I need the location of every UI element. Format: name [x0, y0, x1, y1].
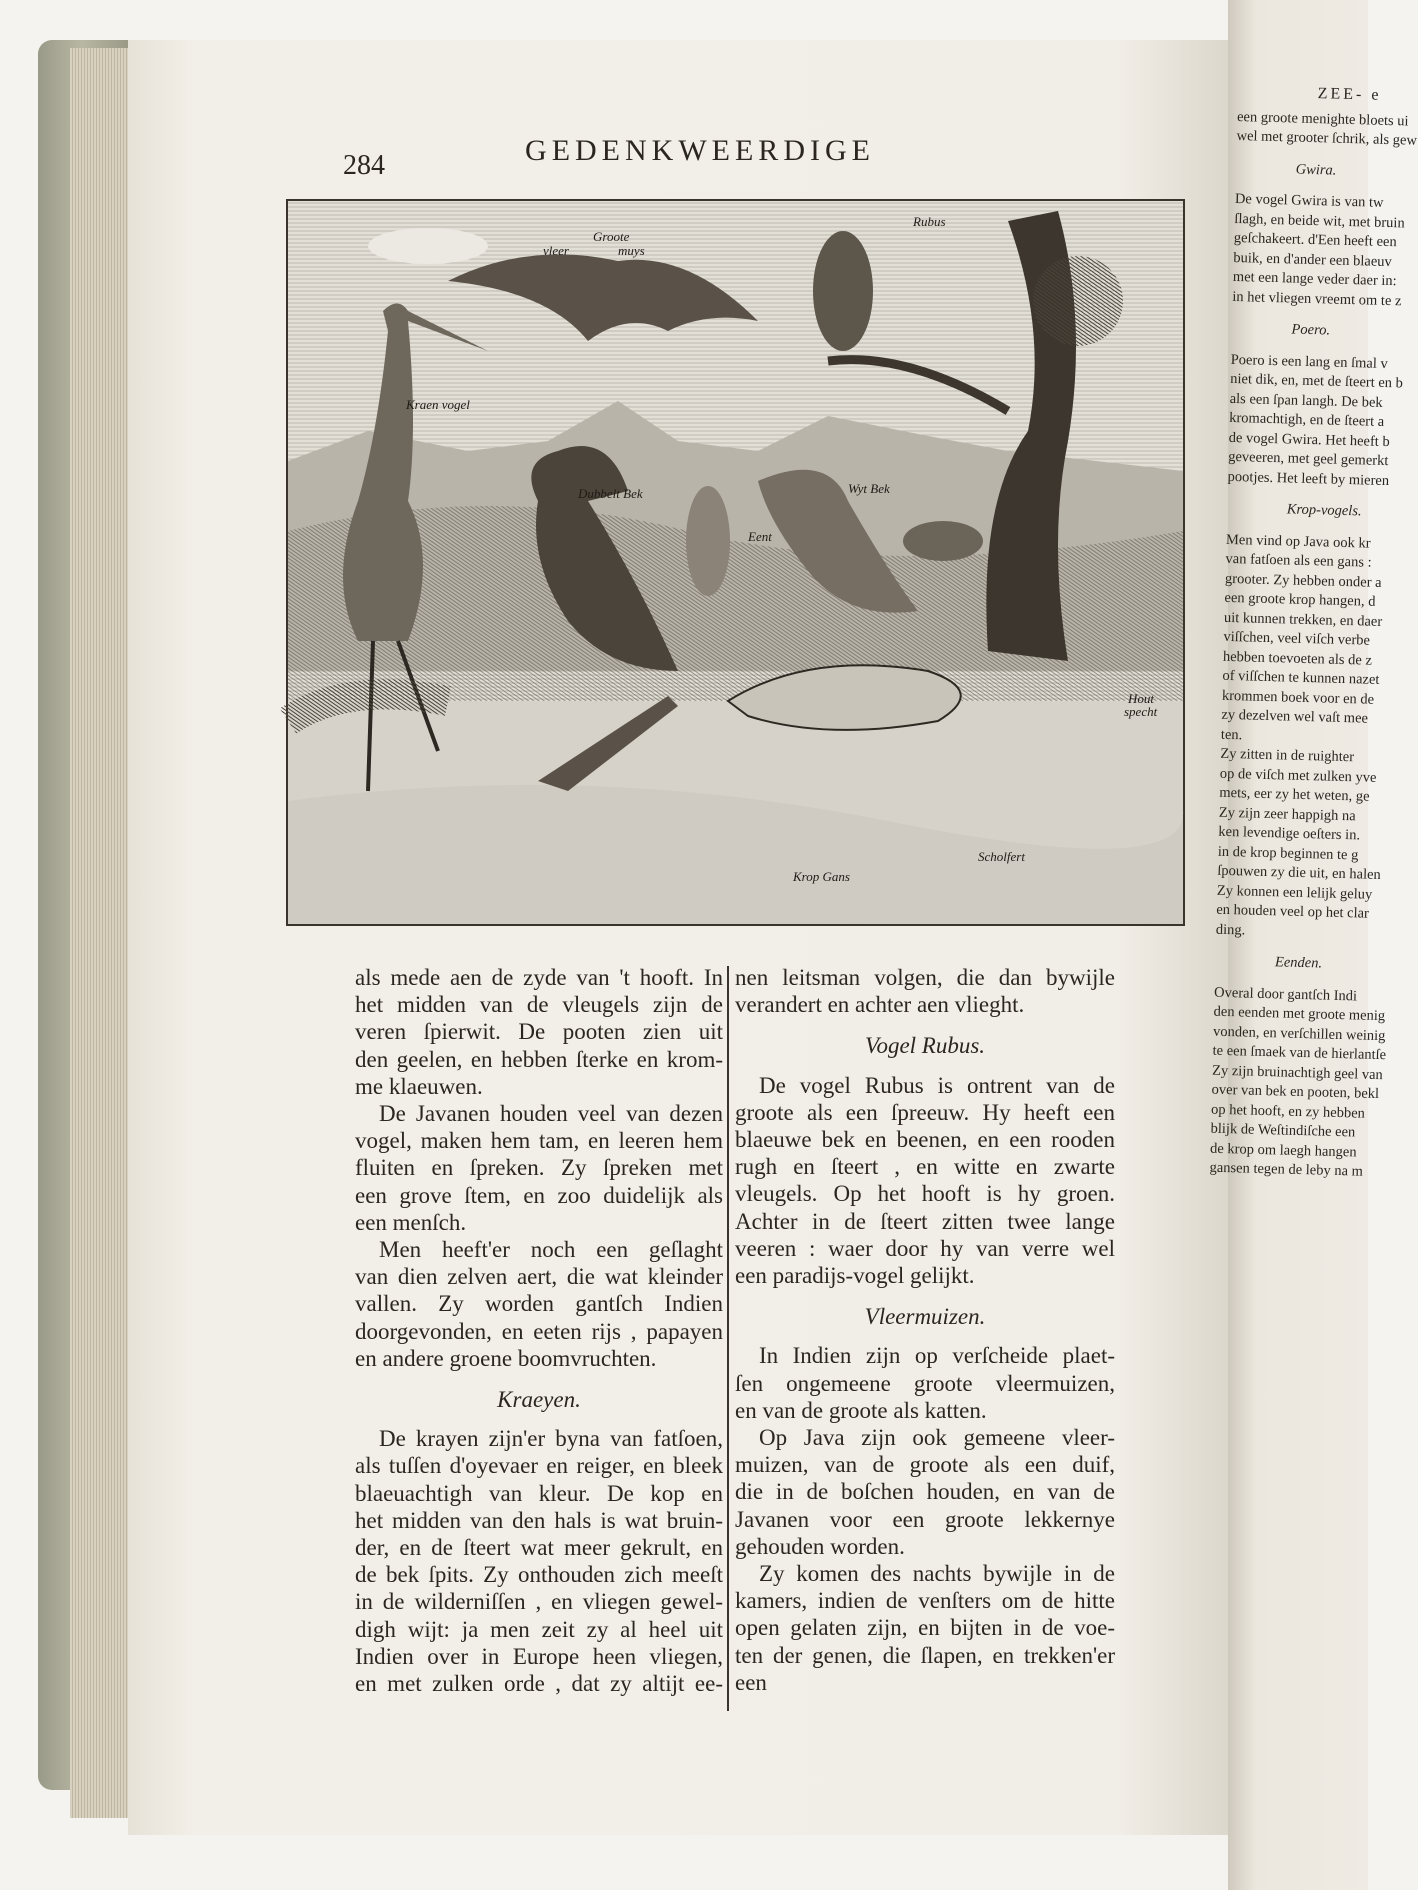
- text-line: blaeuwe bek en beenen, en een rooden: [735, 1127, 1115, 1153]
- text-line: in het vliegen vreemt om te z: [1232, 288, 1402, 309]
- text-line: als mede aen de zyde van 't hooft. In: [355, 965, 723, 990]
- right-page: [1209, 0, 1418, 1890]
- running-title: GEDENKWEERDIGE: [525, 134, 875, 167]
- text-line: op het hooft, en zy hebben: [1210, 1101, 1366, 1122]
- text-line: ding.: [1215, 921, 1246, 938]
- text-line: een grove ſtem, en zoo duidelijk als: [355, 1182, 723, 1208]
- text-line: digh wijt: ja men zeit zy al heel uit: [355, 1616, 723, 1642]
- text-column-left: [355, 964, 723, 1697]
- text-line: gansen tegen de leby na m: [1209, 1159, 1364, 1180]
- text-line: de bek ſpits. Zy onthouden zich meeſt: [355, 1562, 723, 1588]
- text-line: een groote menighte bloets ui: [1236, 108, 1409, 129]
- text-line: de vogel Gwira. Het heeft b: [1228, 429, 1390, 450]
- text-line: zy dezelven wel vaſt mee: [1221, 706, 1369, 727]
- text-line: blijk de Weſtindiſche een: [1210, 1120, 1356, 1141]
- plate-label: Eent: [748, 529, 772, 544]
- text-column-right: [735, 964, 1115, 1696]
- text-line: De vogel Rubus is ontrent van de: [759, 1072, 1115, 1098]
- text-line: Zy komen des nachts bywijle in de: [759, 1561, 1115, 1587]
- text-line: pootjes. Het leeft by mieren: [1227, 468, 1390, 489]
- text-line: den eenden met groote menig: [1213, 1003, 1386, 1025]
- text-line: op de viſch met zulken yve: [1219, 765, 1377, 786]
- text-line: de krop om laegh hangen: [1209, 1140, 1357, 1160]
- text-line: ſlagh, en beide wit, met bruin: [1234, 210, 1405, 231]
- plate-label: Rubus: [913, 214, 946, 229]
- text-line: In Indien zijn op verſcheide plaet-: [759, 1343, 1115, 1369]
- text-line: ſen ongemeene groote vleermuizen,: [735, 1370, 1115, 1396]
- text-line: veren ſpierwit. De pooten zien uit: [355, 1019, 723, 1045]
- text-line: en andere groene boomvruchten.: [355, 1345, 657, 1371]
- text-line: Men heeft'er noch een geſlaght: [379, 1237, 723, 1263]
- text-line: muizen, van de groote als een duif,: [735, 1452, 1115, 1478]
- text-line: vonden, en verſchillen weinig: [1212, 1023, 1386, 1044]
- text-line: in de wilderniſſen , en vliegen gewel-: [355, 1589, 723, 1615]
- text-line: met een lange veder daer in:: [1232, 268, 1397, 290]
- section-heading: Vleermuizen.: [864, 1304, 986, 1330]
- text-line: doorgevonden, en eeten rijs , papayen: [355, 1318, 723, 1344]
- section-heading: Vogel Rubus.: [864, 1033, 986, 1059]
- text-line: Overal door gantſch Indi: [1213, 984, 1358, 1004]
- text-line: Zy konnen een lelijk geluy: [1216, 882, 1373, 903]
- text-line: van fatſoen als een gans :: [1225, 550, 1372, 571]
- text-line: een paradijs-vogel gelijkt.: [735, 1263, 975, 1289]
- text-line: rugh en ſteert , en witte en zwarte: [735, 1154, 1115, 1180]
- text-line: als een ſpan langh. De bek: [1229, 390, 1383, 411]
- section-heading: Krop-vogels.: [1286, 501, 1362, 520]
- text-line: en houden veel op het clar: [1216, 901, 1370, 922]
- text-line: Zy zijn bruinachtigh geel van: [1211, 1062, 1384, 1083]
- text-line: wel met grooter ſchrik, als gew: [1236, 127, 1418, 149]
- text-line: Achter in de ſteert zitten twee lange: [735, 1208, 1115, 1234]
- text-line: ten.: [1220, 726, 1243, 743]
- plate-label: Groote: [593, 229, 630, 244]
- text-line: als tuſſen d'oyevaer en reiger, en bleek: [355, 1453, 723, 1479]
- plate-label: specht: [1124, 704, 1158, 719]
- text-line: ten der genen, die ſlapen, en trekken'er: [735, 1642, 1115, 1668]
- text-line: veeren : waer door hy van verre wel: [735, 1235, 1115, 1261]
- plate-label: Hout: [1128, 691, 1154, 706]
- text-line: verandert en achter aen vlieght.: [735, 992, 1025, 1018]
- text-line: vogel, maken hem tam, en leeren hem: [355, 1128, 723, 1154]
- text-line: fluiten en ſpreken. Zy ſpreken met: [355, 1155, 723, 1181]
- text-line: te een ſmaek van de hierlantſe: [1212, 1042, 1387, 1064]
- text-line: De Javanen houden veel van dezen: [379, 1101, 723, 1127]
- text-line: viſſchen, veel viſch verbe: [1223, 628, 1371, 649]
- text-line: De krayen zijn'er byna van fatſoen,: [379, 1426, 723, 1452]
- text-line: kamers, indien de venſters om de hitte: [735, 1588, 1115, 1614]
- plate-label: Scholfert: [978, 849, 1025, 864]
- text-line: het midden van de vleugels zijn de: [355, 992, 723, 1018]
- section-heading: Eenden.: [1274, 954, 1323, 972]
- text-line: nen leitsman volgen, die dan bywijle: [735, 965, 1115, 990]
- section-heading: Gwira.: [1295, 161, 1337, 179]
- text-line: hebben toevoeten als de z: [1222, 648, 1373, 669]
- text-line: uit kunnen trekken, en daer: [1223, 609, 1383, 630]
- text-line: Zy zitten in de ruighter: [1220, 745, 1355, 766]
- text-line: buik, en d'ander een blaeuv: [1233, 249, 1392, 270]
- section-heading: Poero.: [1291, 321, 1331, 339]
- plate-label: Wyt Bek: [848, 481, 890, 496]
- text-line: Poero is een lang en ſmal v: [1230, 351, 1388, 372]
- text-line: vallen. Zy worden gantſch Indien: [355, 1291, 723, 1317]
- text-line: gehouden worden.: [735, 1533, 905, 1559]
- plate-label: Dubbelt Bek: [578, 486, 643, 501]
- text-line: een menſch.: [355, 1209, 467, 1235]
- text-line: krommen boek voor en de: [1221, 687, 1375, 708]
- text-line: en met zulken orde , dat zy altijt ee-: [355, 1671, 723, 1697]
- text-line: Javanen voor een groote lekkernye: [735, 1506, 1115, 1532]
- text-line: die in de boſchen houden, en van de: [735, 1479, 1115, 1505]
- text-line: ken levendige oeſters in.: [1218, 823, 1361, 844]
- text-line: De vogel Gwira is van tw: [1234, 190, 1384, 211]
- engraving-plate: [286, 199, 1185, 926]
- text-line: vleugels. Op het hooft is hy groen.: [735, 1181, 1115, 1207]
- text-line: groote als een ſpreeuw. Hy heeft een: [735, 1099, 1115, 1125]
- text-line: Men vind op Java ook kr: [1225, 531, 1371, 552]
- text-line: of viſſchen te kunnen nazet: [1222, 667, 1380, 688]
- text-line: grooter. Zy hebben onder a: [1224, 570, 1382, 591]
- column-divider: [727, 966, 729, 1711]
- text-line: van dien zelven aert, die wat kleinder: [355, 1264, 723, 1290]
- text-line: geſchakeert. d'Een heeft een: [1233, 229, 1397, 251]
- text-line: een groote krop hangen, d: [1224, 589, 1376, 610]
- text-line: me klaeuwen.: [355, 1073, 483, 1099]
- section-heading: Kraeyen.: [497, 1387, 581, 1413]
- text-line: open gelaten zijn, en bijten in de voe-: [735, 1615, 1115, 1641]
- text-line: blaeuachtigh van kleur. De kop en: [355, 1480, 723, 1506]
- engraving-birds-illustration: [288, 201, 1183, 924]
- text-line: Op Java zijn ook gemeene vleer-: [759, 1425, 1115, 1451]
- plate-label: vleer: [543, 243, 569, 258]
- plate-label: muys: [618, 243, 645, 258]
- right-page-text: [1209, 82, 1418, 1183]
- text-line: in de krop beginnen te g: [1217, 843, 1359, 863]
- text-line: den geelen, en hebben ſterke en krom-: [355, 1046, 723, 1072]
- text-line: ſpouwen zy die uit, en halen: [1217, 862, 1381, 884]
- text-line: der, en de ſteert wat meer gekrult, en: [355, 1535, 723, 1561]
- plate-label: Krop Gans: [793, 869, 850, 884]
- text-line: niet dik, en, met de ſteert en b: [1230, 370, 1404, 392]
- text-line: Zy zijn zeer happigh na: [1218, 804, 1356, 824]
- text-line: mets, eer zy het weten, ge: [1219, 784, 1370, 805]
- text-line: en van de groote als katten.: [735, 1397, 987, 1423]
- text-line: het midden van den hals is wat bruin-: [355, 1507, 723, 1533]
- page-number: 284: [343, 150, 385, 181]
- text-line: geveeren, met geel gemerkt: [1227, 448, 1389, 470]
- right-running-title: ZEE- e: [1317, 85, 1382, 104]
- plate-label: Kraen vogel: [406, 397, 470, 412]
- text-line: een: [735, 1669, 767, 1695]
- text-line: over van bek en pooten, bekl: [1211, 1081, 1380, 1103]
- text-line: kromachtigh, en de ſteert a: [1228, 409, 1385, 430]
- text-line: Indien over in Europe heen vliegen,: [355, 1643, 723, 1669]
